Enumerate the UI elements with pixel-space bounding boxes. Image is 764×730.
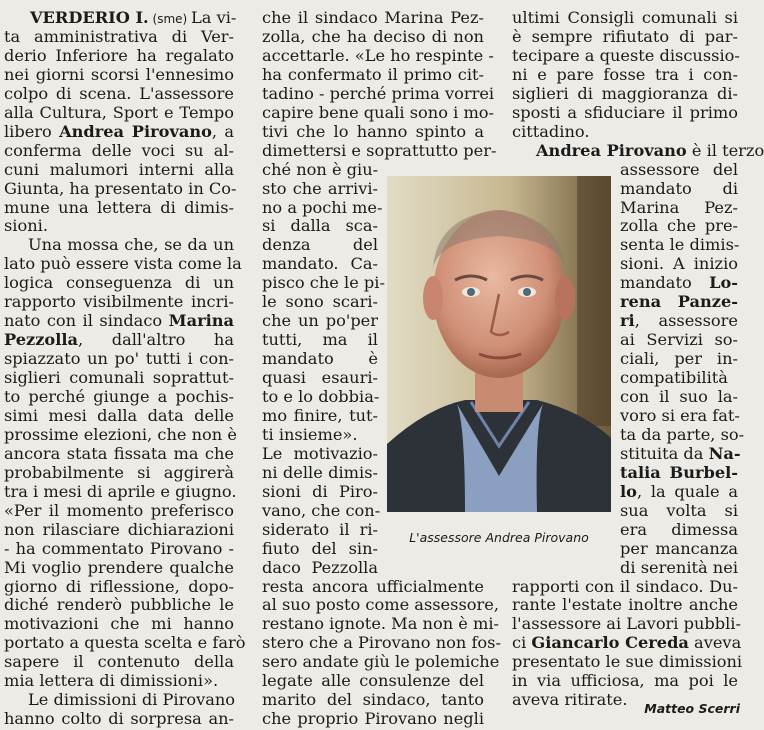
article-line: quasi esauri-: [262, 368, 378, 388]
article-line: sto che arrivi-: [262, 178, 378, 198]
article-line: che un po'per: [262, 311, 378, 331]
article-line: sua volta si: [620, 500, 738, 520]
article-line: con il suo la-: [620, 387, 738, 406]
article-line: resta ancora ufficialmente: [262, 576, 484, 596]
article-line: cuni malumori interni alla: [4, 159, 234, 179]
article-line: ti insieme».: [262, 424, 358, 444]
article-line: dimettersi e soprattutto per-: [262, 140, 497, 160]
article-line: ha confermato il primo cit-: [262, 64, 484, 84]
article-line: rena Panze-: [620, 292, 738, 312]
article-line: motivazioni che mi hanno: [4, 614, 234, 634]
article-line: talia Burbel-: [620, 462, 738, 482]
article-line: ancora stata fissata ma che: [4, 443, 234, 463]
article-line: Le motivazio-: [262, 443, 378, 463]
article-line: portato a questa scelta e farò: [4, 633, 246, 653]
article-line: probabilmente si aggirerà: [4, 462, 234, 482]
article-line: è sempre rifiutato di par-: [512, 26, 738, 46]
article-line: daco Pezzolla: [262, 557, 378, 577]
article-line: giorno di riflessione, dopo-: [4, 576, 234, 596]
article-line: tivi che lo hanno spinto a: [262, 121, 484, 141]
article-line: compatibilità: [620, 368, 728, 388]
article-line: rante l'estate inoltre anche: [512, 595, 738, 615]
article-line: si dalla sca-: [262, 216, 378, 236]
article-line: Le dimissioni di Pirovano: [28, 690, 236, 710]
article-line: sposti a sfiduciare il primo: [512, 102, 738, 122]
article-line: Marina Pez-: [620, 197, 738, 217]
article-line: assessore del: [620, 159, 738, 179]
article-line: ché non è giu-: [262, 159, 379, 179]
article-line: mia lettera di dimissioni».: [4, 671, 219, 691]
article-line: aveva ritirate.: [512, 690, 628, 710]
article-line: colpo di scena. L'assessore: [4, 83, 234, 103]
article-line: mandato è: [262, 349, 378, 369]
article-line: nato con il sindaco Marina: [4, 311, 234, 331]
photo-caption: L'assessore Andrea Pirovano: [409, 530, 589, 545]
dateline: VERDERIO I.: [30, 8, 149, 27]
article-line: sero andate giù le polemiche: [262, 652, 500, 672]
article-line: spiazzato un po' tutti i con-: [4, 349, 234, 369]
article-line: tra i mesi di aprile e giugno.: [4, 481, 237, 501]
article-line: al suo posto come assessore,: [262, 595, 499, 615]
article-line: restano ignote. Ma non è mi-: [262, 614, 500, 634]
dateline-row: [30, 8, 250, 27]
article-line: derio Inferiore ha regalato: [4, 45, 234, 65]
article-line: mandato Lo-: [620, 273, 738, 293]
article-line: era dimessa: [620, 519, 738, 539]
article-line: diché renderò pubbliche le: [4, 595, 234, 615]
article-line: Giunta, ha presentato in Co-: [4, 178, 237, 198]
article-line: Andrea Pirovano è il terzo: [536, 140, 764, 160]
article-line: ai Servizi so-: [620, 330, 738, 350]
article-line: senta le dimis-: [620, 235, 740, 255]
article-line: denza del: [262, 235, 378, 255]
article-line: logica conseguenza di un: [4, 273, 234, 293]
article-line: hanno colto di sorpresa an-: [4, 709, 234, 729]
article-line: tecipare a queste discussio-: [512, 45, 740, 65]
article-line: stero che a Pirovano non fos-: [262, 633, 501, 653]
article-line: to e lo dobbia-: [262, 387, 380, 406]
article-line: mo finire, tut-: [262, 405, 378, 425]
article-line: to perché giunge a pochis-: [4, 387, 234, 406]
article-line: ultimi Consigli comunali si: [512, 8, 738, 27]
article-line: libero Andrea Pirovano, a: [4, 121, 234, 141]
article-line: di serenità nei: [620, 557, 738, 577]
article-line: ci Giancarlo Cereda aveva: [512, 633, 742, 653]
article-line: cittadino.: [512, 121, 590, 141]
article-line: lato può essere vista come la: [4, 254, 242, 274]
portrait-photo: [387, 176, 611, 512]
article-line: prossime elezioni, che non è: [4, 424, 237, 444]
article-line: stituita da Na-: [620, 443, 741, 463]
article-line: l'assessore ai Lavori pubbli-: [512, 614, 741, 634]
article-line: fiuto del sin-: [262, 538, 378, 558]
article-line: tadino - perché prima vorrei: [262, 83, 495, 103]
article-line: in via ufficiosa, ma poi le: [512, 671, 738, 691]
article-line: vano, che con-: [262, 500, 381, 520]
article-line: - ha commentato Pirovano -: [4, 538, 234, 558]
article-line: «Per il momento preferisco: [4, 500, 234, 520]
article-line: Pezzolla, dall'altro ha: [4, 330, 234, 350]
article-line: siglieri comunali soprattut-: [4, 368, 234, 388]
article-line: pisco che le pi-: [262, 273, 385, 293]
article-line: alla Cultura, Sport e Tempo: [4, 102, 234, 122]
article-line: capire bene quali sono i mo-: [262, 102, 495, 122]
article-line: non rilasciare dichiarazioni: [4, 519, 234, 539]
article-line: tutti, ma il: [262, 330, 378, 350]
article-line: che il sindaco Marina Pez-: [262, 8, 484, 27]
article-line: le sono scari-: [262, 292, 378, 312]
article-line: simi mesi dalla data delle: [4, 405, 234, 425]
article-line: ni delle dimis-: [262, 462, 378, 482]
article-line: che proprio Pirovano negli: [262, 709, 484, 729]
article-line: per mancanza: [620, 538, 738, 558]
article-line: marito del sindaco, tanto: [262, 690, 484, 710]
article-line: zolla che pre-: [620, 216, 738, 236]
article-line: siderato il ri-: [262, 519, 378, 539]
article-line: Una mossa che, se da un: [28, 235, 234, 255]
article-line: voro si era fat-: [620, 405, 740, 425]
article-line: mandato di: [620, 178, 738, 198]
article-line: sioni. A inizio: [620, 254, 738, 274]
article-line: mune una lettera di dimis-: [4, 197, 234, 217]
article-line: lo, la quale a: [620, 481, 738, 501]
article-line: sapere il contenuto della: [4, 652, 234, 672]
article-line: no a pochi me-: [262, 197, 383, 217]
article-line: accettarle. «Le ho respinte -: [262, 45, 494, 65]
article-line: Mi voglio prendere qualche: [4, 557, 234, 577]
article-line: siglieri di maggioranza di-: [512, 83, 738, 103]
article-line: rapporto visibilmente incri-: [4, 292, 234, 312]
article-line: ta da parte, so-: [620, 424, 745, 444]
article-line: ta amministrativa di Ver-: [4, 26, 234, 46]
article-line: La vi-: [191, 8, 237, 27]
article-line: nei giorni scorsi l'ennesimo: [4, 64, 234, 84]
article-line: sioni.: [4, 216, 48, 236]
portrait-illustration: [387, 176, 611, 512]
article-line: sioni di Piro-: [262, 481, 378, 501]
article-line: conferma delle voci su al-: [4, 140, 234, 160]
byline: Matteo Scerri: [644, 701, 740, 716]
article-line: ri, assessore: [620, 311, 738, 331]
article-line: legate alle consulenze del: [262, 671, 484, 691]
article-line: ciali, per in-: [620, 349, 738, 369]
source-tag: (sme): [148, 12, 192, 26]
article-line: zolla, che ha deciso di non: [262, 26, 484, 46]
article-line: ni e pare fosse tra i con-: [512, 64, 738, 84]
article-line: presentato le sue dimissioni: [512, 652, 743, 672]
article-line: rapporti con il sindaco. Du-: [512, 576, 738, 596]
article-line: mandato. Ca-: [262, 254, 378, 274]
